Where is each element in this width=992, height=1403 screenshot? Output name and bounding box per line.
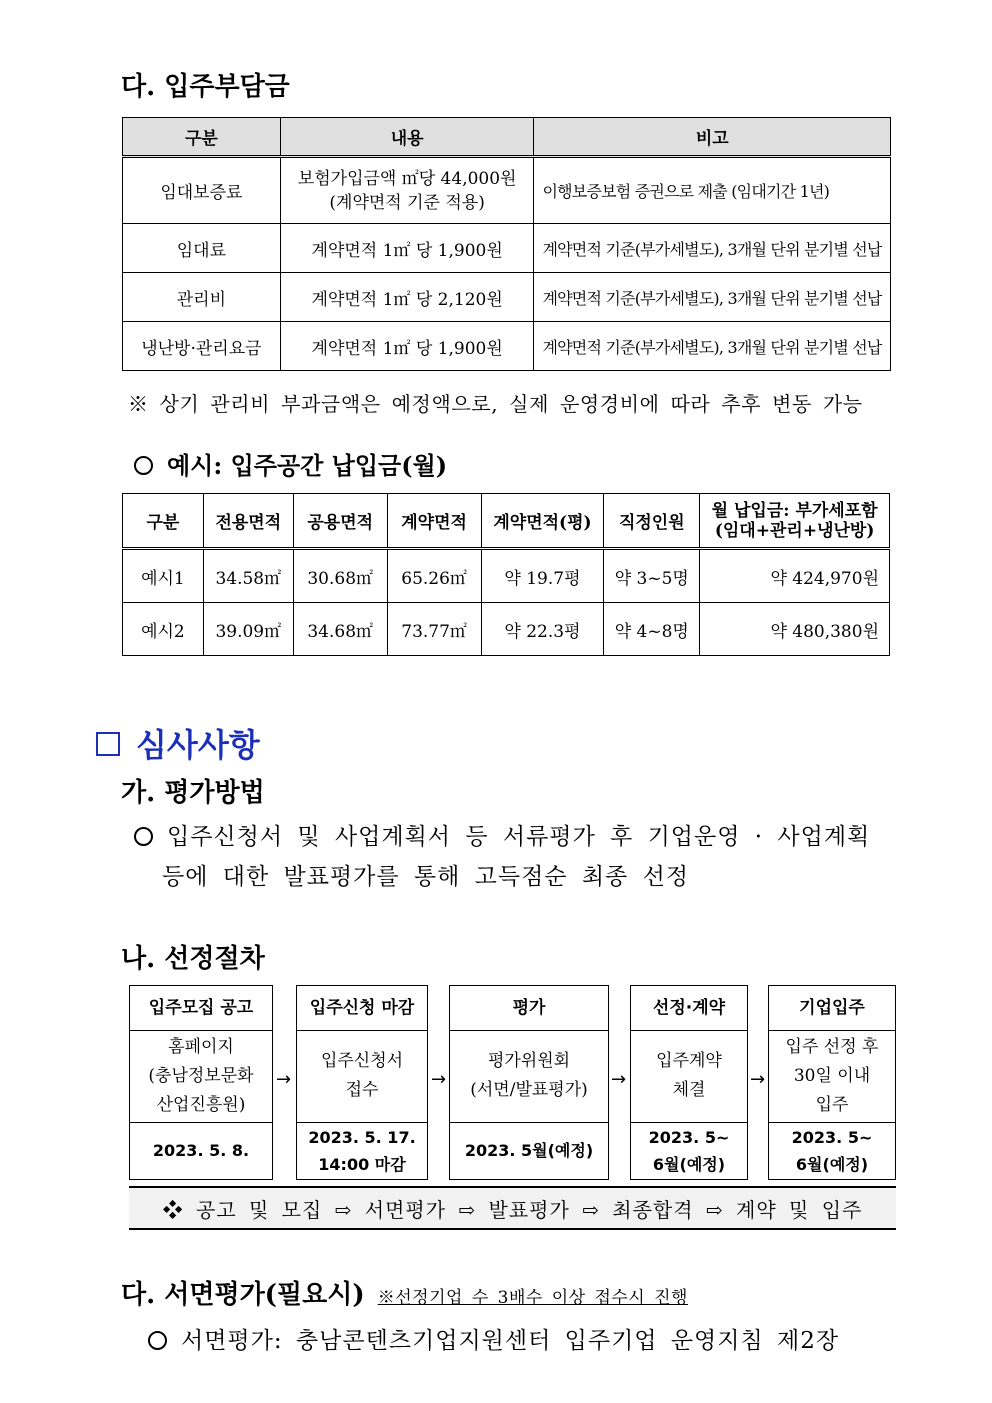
step-date — [297, 1122, 427, 1179]
arrow-right-icon: → — [431, 1069, 447, 1090]
step-title: 입주신청 마감 — [297, 986, 427, 1031]
circle-bullet-icon — [148, 1331, 167, 1350]
example-title: 예시: 입주공간 납입금(월) — [167, 451, 448, 480]
table-header-row — [123, 494, 890, 549]
step-date-line: 2023. 5~ — [791, 1127, 873, 1147]
method-line-2: 등에 대한 발표평가를 통해 고득점순 최종 선정 — [162, 864, 690, 890]
procedure-step — [630, 985, 748, 1180]
fee-footnote: ※ 상기 관리비 부과금액은 예정액으로, 실제 운영경비에 따라 추후 변동 가능 — [128, 392, 863, 416]
written-title: 다. 서면평가(필요시) — [121, 1280, 365, 1310]
example-table — [122, 493, 890, 656]
step-body — [631, 1030, 747, 1123]
table-row — [123, 549, 890, 603]
column-header: 전용면적 — [203, 494, 293, 549]
step-date-line: 2023. 5~ — [648, 1127, 730, 1147]
table-cell: 약 22.3평 — [481, 603, 604, 656]
column-header: 직정인원 — [604, 494, 700, 549]
fee-name: 관리비 — [123, 273, 281, 322]
table-row — [123, 322, 891, 371]
fee-content — [280, 157, 534, 224]
method-line-1 — [134, 818, 870, 851]
step-body-line: 입주신청서 — [320, 1051, 404, 1071]
column-header: 구분 — [123, 118, 281, 157]
written-heading — [121, 1274, 688, 1311]
circle-bullet-icon — [134, 456, 153, 475]
fee-note: 계약면적 기준(부가세별도), 3개월 단위 분기별 선납 — [534, 322, 891, 371]
table-cell: 약 3~5명 — [604, 549, 700, 603]
fee-content-line: 보험가입금액 ㎡당 44,000원 — [297, 168, 517, 189]
column-header — [700, 494, 890, 549]
step-date-line: 2023. 5월(예정) — [464, 1141, 594, 1160]
written-line — [148, 1322, 839, 1355]
table-cell: 약 4~8명 — [604, 603, 700, 656]
step-body — [297, 1030, 427, 1123]
section-title-fee: 다. 입주부담금 — [121, 72, 290, 102]
fee-content: 계약면적 1㎡ 당 1,900원 — [280, 322, 534, 371]
step-date-line: 2023. 5. 17. — [308, 1127, 416, 1147]
fee-content-line: (계약면적 기준 적용) — [329, 192, 485, 213]
review-heading — [96, 720, 260, 766]
procedure-flow-banner: ❖ 공고 및 모집 ⇨ 서면평가 ⇨ 발표평가 ⇨ 최종합격 ⇨ 계약 및 입주 — [129, 1186, 896, 1230]
arrow-right-icon: → — [276, 1069, 292, 1090]
step-date — [130, 1122, 272, 1179]
step-body-line: (서면/발표평가) — [470, 1080, 588, 1100]
step-body-line: 입주 — [815, 1094, 849, 1115]
table-cell: 약 424,970원 — [700, 549, 890, 603]
procedure-step — [129, 985, 273, 1180]
step-body-line: 체결 — [672, 1080, 706, 1100]
fee-content: 계약면적 1㎡ 당 2,120원 — [280, 273, 534, 322]
column-header-line: 월 납입금: 부가세포함 — [711, 500, 878, 521]
column-header: 공용면적 — [293, 494, 387, 549]
table-row — [123, 224, 891, 273]
arrow-right-icon: → — [750, 1069, 766, 1090]
table-row — [123, 603, 890, 656]
table-cell: 약 19.7평 — [481, 549, 604, 603]
procedure-step — [296, 985, 428, 1180]
step-date-line: 14:00 마감 — [318, 1154, 406, 1174]
table-cell: 예시1 — [123, 549, 204, 603]
fee-table — [122, 117, 891, 371]
method-title: 가. 평가방법 — [121, 778, 265, 808]
table-row — [123, 273, 891, 322]
table-cell: 65.26㎡ — [387, 549, 481, 603]
column-header: 내용 — [280, 118, 534, 157]
table-cell: 73.77㎡ — [387, 603, 481, 656]
arrow-right-icon: → — [611, 1069, 627, 1090]
table-cell: 30.68㎡ — [293, 549, 387, 603]
step-body-line: 평가위원회 — [487, 1051, 571, 1071]
fee-note: 계약면적 기준(부가세별도), 3개월 단위 분기별 선납 — [534, 273, 891, 322]
procedure-title: 나. 선정절차 — [121, 944, 265, 974]
table-cell: 34.68㎡ — [293, 603, 387, 656]
fee-note: 계약면적 기준(부가세별도), 3개월 단위 분기별 선납 — [534, 224, 891, 273]
step-title: 입주모집 공고 — [130, 986, 272, 1031]
step-body-line: 30일 이내 — [793, 1065, 871, 1086]
column-header: 계약면적 — [387, 494, 481, 549]
fee-content: 계약면적 1㎡ 당 1,900원 — [280, 224, 534, 273]
step-date-line: 6월(예정) — [652, 1154, 726, 1174]
step-date-line: 2023. 5. 8. — [152, 1141, 250, 1160]
review-title: 심사사항 — [136, 726, 260, 764]
step-date — [450, 1122, 608, 1179]
procedure-step — [768, 985, 896, 1180]
step-title: 기업입주 — [769, 986, 895, 1031]
table-cell: 약 480,380원 — [700, 603, 890, 656]
procedure-step — [449, 985, 609, 1180]
table-cell: 39.09㎡ — [203, 603, 293, 656]
circle-bullet-icon — [134, 827, 153, 846]
step-body-line: 접수 — [345, 1080, 379, 1100]
column-header-line: (임대+관리+냉난방) — [714, 520, 875, 541]
written-note: ※선정기업 수 3배수 이상 접수시 진행 — [377, 1288, 688, 1308]
method-text: 입주신청서 및 사업계획서 등 서류평가 후 기업운영 · 사업계획 — [167, 824, 871, 850]
step-body-line: (충남정보문화 — [148, 1065, 254, 1086]
table-row — [123, 157, 891, 224]
fee-name: 냉난방·관리요금 — [123, 322, 281, 371]
step-body — [130, 1030, 272, 1123]
step-body-line: 입주 선정 후 — [785, 1036, 879, 1057]
step-date-line: 6월(예정) — [795, 1154, 869, 1174]
table-cell: 34.58㎡ — [203, 549, 293, 603]
table-header-row — [123, 118, 891, 157]
table-cell: 예시2 — [123, 603, 204, 656]
fee-name: 임대료 — [123, 224, 281, 273]
step-title: 평가 — [450, 986, 608, 1031]
written-text: 서면평가: 충남콘텐츠기업지원센터 입주기업 운영지침 제2장 — [181, 1328, 840, 1354]
square-bullet-icon — [96, 732, 120, 756]
column-header: 계약면적(평) — [481, 494, 604, 549]
step-body-line: 입주계약 — [656, 1051, 722, 1071]
fee-note: 이행보증보험 증권으로 제출 (임대기간 1년) — [534, 157, 891, 224]
step-title: 선정·계약 — [631, 986, 747, 1031]
step-body — [450, 1030, 608, 1123]
fee-name: 임대보증료 — [123, 157, 281, 224]
step-date — [769, 1122, 895, 1179]
example-heading — [134, 446, 447, 481]
step-date — [631, 1122, 747, 1179]
step-body-line: 산업진흥원) — [156, 1094, 246, 1115]
column-header: 구분 — [123, 494, 204, 549]
step-body — [769, 1030, 895, 1123]
column-header: 비고 — [534, 118, 891, 157]
step-body-line: 홈페이지 — [168, 1036, 234, 1057]
